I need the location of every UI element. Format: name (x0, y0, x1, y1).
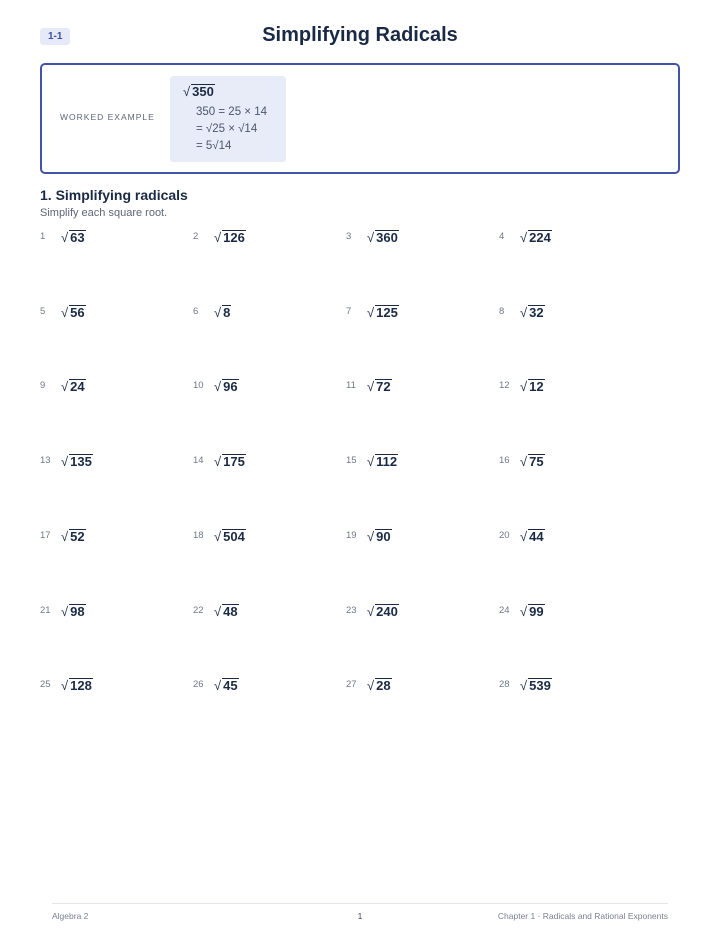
footer-page-number: 1 (357, 911, 363, 921)
problem-radicand: 539 (529, 678, 551, 693)
problem-radicand: 126 (223, 230, 245, 245)
problem-item (499, 454, 649, 474)
problem-item (193, 454, 343, 474)
radical-sign-icon: √ (520, 529, 528, 545)
problem-item (40, 230, 190, 250)
radical-sign-icon: √ (367, 230, 375, 246)
radical-sign-icon: √ (61, 379, 69, 395)
problem-expression (520, 678, 552, 693)
problem-number: 26 (193, 679, 204, 690)
problem-radicand: 98 (70, 604, 85, 619)
problem-expression (520, 305, 545, 320)
radical-sign-icon: √ (61, 230, 69, 246)
problem-item (193, 678, 343, 698)
problem-radicand: 135 (70, 454, 92, 469)
worked-example-step-2: = √25 × √14 (196, 123, 258, 135)
problem-expression (367, 529, 392, 544)
problem-number: 15 (346, 455, 357, 466)
problem-radicand: 112 (376, 454, 398, 469)
radical-sign-icon: √ (61, 678, 69, 694)
radical-sign-icon: √ (214, 678, 222, 694)
problem-expression (214, 379, 239, 394)
radical-sign-icon: √ (61, 305, 69, 321)
worked-example-panel (40, 63, 680, 174)
problem-item (499, 305, 649, 325)
worked-example-box (170, 76, 286, 162)
footer-chapter: Chapter 1 · Radicals and Rational Exponents (497, 911, 668, 921)
problem-number: 11 (346, 380, 356, 391)
radical-sign-icon: √ (520, 678, 528, 694)
problem-expression (61, 604, 86, 619)
problem-radicand: 125 (376, 305, 398, 320)
problem-item (346, 604, 496, 624)
problem-expression (367, 379, 392, 394)
problem-expression (520, 604, 545, 619)
problem-expression (214, 678, 239, 693)
radical-sign-icon: √ (520, 230, 528, 246)
problem-item (40, 454, 190, 474)
problem-number: 20 (499, 530, 510, 541)
problem-item (499, 604, 649, 624)
problem-number: 17 (40, 530, 51, 541)
problem-radicand: 99 (529, 604, 544, 619)
problem-number: 19 (346, 530, 357, 541)
problem-radicand: 32 (529, 305, 544, 320)
problem-number: 5 (40, 306, 46, 317)
problem-expression (214, 454, 246, 469)
radical-sign-icon: √ (61, 604, 69, 620)
problem-radicand: 90 (376, 529, 391, 544)
problem-expression (520, 379, 545, 394)
problem-item (346, 454, 496, 474)
radical-sign-icon: √ (520, 454, 528, 470)
radical-sign-icon: √ (367, 529, 375, 545)
radical-sign-icon: √ (61, 454, 69, 470)
radical-sign-icon: √ (520, 604, 528, 620)
worked-example-radicand: 350 (192, 84, 214, 99)
problem-number: 8 (499, 306, 505, 317)
radical-sign-icon: √ (367, 305, 375, 321)
problem-number: 4 (499, 231, 505, 242)
problem-expression (367, 604, 399, 619)
problem-expression (520, 529, 545, 544)
worked-example-label: WORKED EXAMPLE (60, 112, 155, 122)
problem-radicand: 48 (223, 604, 238, 619)
footer-divider (52, 903, 668, 904)
problem-radicand: 504 (223, 529, 245, 544)
problem-expression (214, 230, 246, 245)
problem-radicand: 44 (529, 529, 544, 544)
problem-item (193, 305, 343, 325)
problem-item (346, 678, 496, 698)
problem-number: 21 (40, 605, 51, 616)
problem-radicand: 360 (376, 230, 398, 245)
problem-number: 6 (193, 306, 199, 317)
problem-item (346, 230, 496, 250)
problem-radicand: 175 (223, 454, 245, 469)
problem-radicand: 75 (529, 454, 544, 469)
problem-radicand: 52 (70, 529, 85, 544)
problem-item (40, 305, 190, 325)
problem-item (346, 379, 496, 399)
problem-expression (520, 454, 545, 469)
radical-sign-icon: √ (520, 379, 528, 395)
radical-sign-icon: √ (214, 305, 222, 321)
problem-item (499, 529, 649, 549)
problem-number: 13 (40, 455, 51, 466)
problem-radicand: 56 (70, 305, 85, 320)
problem-number: 28 (499, 679, 510, 690)
radical-sign-icon: √ (367, 379, 375, 395)
problem-radicand: 24 (70, 379, 85, 394)
problem-item (40, 379, 190, 399)
problem-radicand: 224 (529, 230, 551, 245)
problem-expression (61, 230, 86, 245)
problem-item (40, 678, 190, 698)
radical-sign-icon: √ (367, 604, 375, 620)
problem-number: 23 (346, 605, 357, 616)
problem-number: 12 (499, 380, 510, 391)
problem-radicand: 96 (223, 379, 238, 394)
problem-item (193, 379, 343, 399)
problem-radicand: 8 (223, 305, 231, 320)
problem-item (40, 529, 190, 549)
problem-expression (520, 230, 552, 245)
problem-expression (61, 454, 93, 469)
worked-example-problem (183, 84, 215, 99)
problem-number: 18 (193, 530, 204, 541)
problem-expression (367, 678, 392, 693)
problem-item (346, 305, 496, 325)
problem-radicand: 63 (70, 230, 85, 245)
problem-expression (61, 379, 86, 394)
radical-sign-icon: √ (520, 305, 528, 321)
problem-item (499, 379, 649, 399)
page-title: Simplifying Radicals (262, 24, 458, 46)
problem-expression (214, 305, 231, 320)
radical-sign-icon: √ (367, 454, 375, 470)
radical-sign-icon: √ (214, 454, 222, 470)
section-title: 1. Simplifying radicals (40, 187, 188, 203)
section-instruction: Simplify each square root. (40, 207, 168, 219)
problem-expression (214, 529, 246, 544)
radical-sign-icon: √ (214, 379, 222, 395)
footer-course: Algebra 2 (52, 911, 89, 921)
radical-sign-icon: √ (183, 84, 191, 100)
problem-expression (61, 678, 93, 693)
problem-item (193, 529, 343, 549)
problem-number: 16 (499, 455, 510, 466)
problem-expression (367, 305, 399, 320)
problem-radicand: 28 (376, 678, 391, 693)
section-badge: 1-1 (40, 28, 70, 45)
problem-number: 27 (346, 679, 357, 690)
problem-number: 9 (40, 380, 46, 391)
problem-radicand: 240 (376, 604, 398, 619)
radical-sign-icon: √ (214, 230, 222, 246)
problem-item (40, 604, 190, 624)
problem-radicand: 12 (529, 379, 544, 394)
problem-number: 24 (499, 605, 510, 616)
worked-example-step-1: 350 = 25 × 14 (196, 106, 267, 118)
problem-radicand: 45 (223, 678, 238, 693)
problem-item (499, 230, 649, 250)
radical-sign-icon: √ (61, 529, 69, 545)
problem-item (193, 230, 343, 250)
problem-expression (61, 305, 86, 320)
problem-item (499, 678, 649, 698)
problem-number: 2 (193, 231, 199, 242)
radical-sign-icon: √ (214, 604, 222, 620)
problem-number: 3 (346, 231, 352, 242)
problem-radicand: 72 (376, 379, 391, 394)
problem-item (346, 529, 496, 549)
problem-expression (61, 529, 86, 544)
problem-item (193, 604, 343, 624)
problem-number: 7 (346, 306, 352, 317)
problem-expression (214, 604, 239, 619)
radical-sign-icon: √ (214, 529, 222, 545)
problem-radicand: 128 (70, 678, 92, 693)
problem-expression (367, 454, 398, 469)
problem-number: 1 (40, 231, 46, 242)
problem-number: 25 (40, 679, 51, 690)
problem-expression (367, 230, 399, 245)
radical-sign-icon: √ (367, 678, 375, 694)
problem-number: 22 (193, 605, 204, 616)
worked-example-step-3: = 5√14 (196, 140, 232, 152)
problem-number: 14 (193, 455, 204, 466)
problem-number: 10 (193, 380, 204, 391)
